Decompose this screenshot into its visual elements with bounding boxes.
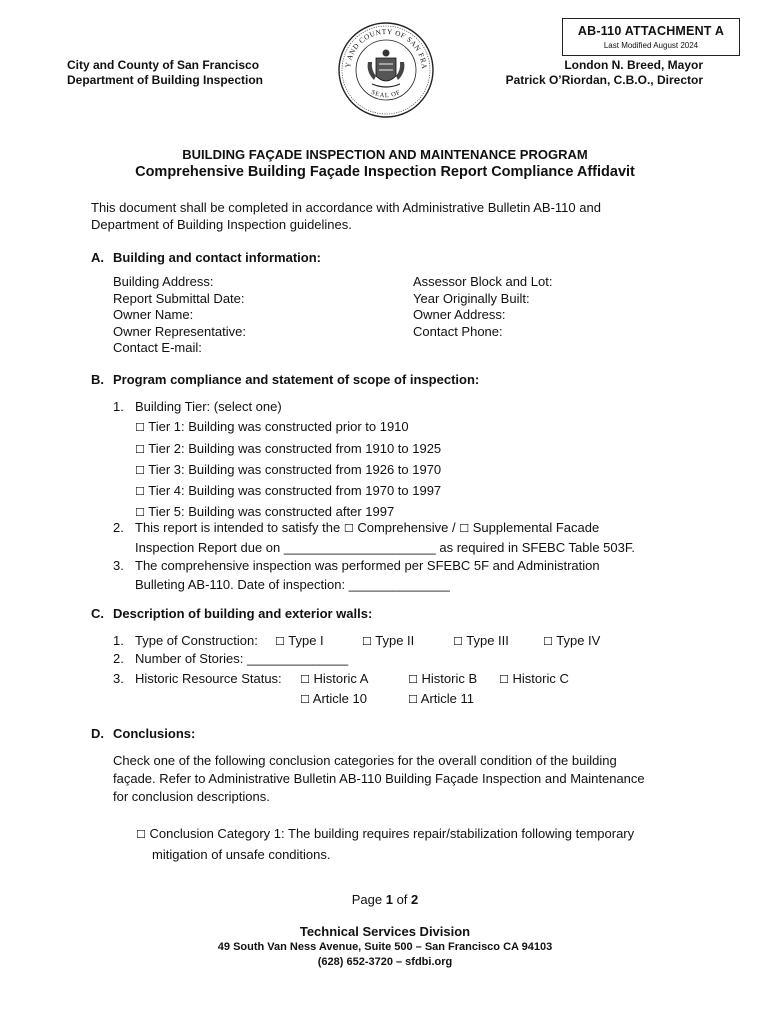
contact-phone-field: Contact Phone: xyxy=(413,323,503,339)
number-of-stories-label: Number of Stories: xyxy=(135,651,244,666)
sfebc-table-text: as required in SFEBC Table 503F. xyxy=(439,539,635,555)
section-title: Program compliance and statement of scope of inspection: xyxy=(113,372,480,387)
year-built-field: Year Originally Built: xyxy=(413,290,530,306)
tier-option[interactable] xyxy=(113,460,441,481)
section-b-heading xyxy=(91,372,479,387)
officials-header xyxy=(506,58,703,88)
tier-option-label: Tier 2: Building was constructed from 1910 to 1925 xyxy=(148,440,442,456)
owner-representative-field: Owner Representative: xyxy=(113,323,246,339)
conclusions-line: for conclusion descriptions. xyxy=(113,789,270,804)
page-prefix: Page xyxy=(351,892,386,907)
tier-option-label: Tier 5: Building was constructed after 1997 xyxy=(148,504,395,520)
conclusions-line: façade. Refer to Administrative Bulletin AB-110 Building Façade Inspection and Maintenance xyxy=(113,771,645,786)
conclusion-category-1[interactable] xyxy=(136,824,634,865)
checkbox-icon[interactable]: ☐ xyxy=(135,485,145,499)
section-b-item2 xyxy=(113,519,635,594)
section-title: Building and contact information: xyxy=(113,250,321,265)
tier-option-label: Tier 3: Building was constructed from 1926 to 1970 xyxy=(148,461,442,477)
section-letter: C. xyxy=(91,606,104,621)
checkbox-icon[interactable]: ☐ xyxy=(543,635,553,648)
seal-top-text: Y AND COUNTY OF SAN FRA xyxy=(344,27,429,70)
document-title: Comprehensive Building Façade Inspection Report Compliance Affidavit xyxy=(135,164,635,180)
mayor-name: London N. Breed, Mayor xyxy=(564,58,703,72)
checkbox-icon[interactable]: ☐ xyxy=(135,442,145,456)
construction-type-row xyxy=(113,633,258,650)
program-title: BUILDING FAÇADE INSPECTION AND MAINTENANCE PROGRAM xyxy=(182,147,588,162)
historic-option-label: Historic B xyxy=(421,671,478,686)
tier-option[interactable] xyxy=(113,417,441,438)
intro-line: This document shall be completed in accordance with Administrative Bulletin AB-110 and xyxy=(91,200,601,215)
section-a-right-fields xyxy=(413,274,552,340)
contact-email-field: Contact E-mail: xyxy=(113,340,202,355)
type-option-label: Type IV xyxy=(556,633,601,648)
conclusion-category-text: Conclusion Category 1: The building requires repair/stabilization following temporary xyxy=(149,826,635,841)
conclusion-category-text: mitigation of unsafe conditions. xyxy=(152,847,331,862)
checkbox-icon[interactable]: ☐ xyxy=(408,673,418,686)
section-title: Description of building and exterior walls: xyxy=(113,606,373,621)
tier-option-label: Tier 4: Building was constructed from 1970 to 1997 xyxy=(148,483,442,499)
owner-address-field: Owner Address: xyxy=(413,307,506,322)
checkbox-icon[interactable]: ☐ xyxy=(135,463,145,477)
supplemental-option: Supplemental Facade xyxy=(472,520,600,535)
inspection-date-blank[interactable]: ______________ xyxy=(348,576,450,592)
due-date-blank[interactable]: _____________________ xyxy=(283,539,436,555)
number-of-stories-blank[interactable]: ______________ xyxy=(247,651,349,666)
checkbox-icon[interactable]: ☐ xyxy=(135,506,145,520)
seal-bottom-text: SEAL OF xyxy=(369,88,403,100)
section-letter: B. xyxy=(91,372,104,387)
type-option[interactable] xyxy=(275,633,324,651)
agency-header xyxy=(67,58,263,88)
construction-type-label: Type of Construction: xyxy=(135,633,258,648)
type-option[interactable] xyxy=(453,633,509,651)
type-option[interactable] xyxy=(543,633,600,651)
section-letter: A. xyxy=(91,250,104,265)
page-total: 2 xyxy=(411,892,419,907)
checkbox-icon[interactable]: ☐ xyxy=(362,635,372,648)
inspection-performed-text: The comprehensive inspection was performed per SFEBC 5F and Administration xyxy=(135,558,600,573)
checkbox-icon[interactable]: ☐ xyxy=(343,522,354,535)
report-intent-text: This report is intended to satisfy the xyxy=(135,520,341,535)
checkbox-icon[interactable]: ☐ xyxy=(459,522,470,535)
department-name: Department of Building Inspection xyxy=(67,73,264,87)
checkbox-icon[interactable]: ☐ xyxy=(499,673,509,686)
due-date-text: Inspection Report due on xyxy=(135,539,281,555)
historic-option[interactable] xyxy=(499,671,569,689)
checkbox-icon[interactable]: ☐ xyxy=(408,693,418,706)
historic-option[interactable] xyxy=(408,671,477,689)
historic-option-label: Article 10 xyxy=(312,691,367,706)
checkbox-icon[interactable]: ☐ xyxy=(136,828,146,841)
city-seal-logo xyxy=(336,20,436,120)
section-letter: D. xyxy=(91,726,104,741)
historic-option-label: Historic A xyxy=(313,671,369,686)
page-number xyxy=(0,892,770,907)
footer-address: 49 South Van Ness Avenue, Suite 500 – San Francisco CA 94103 xyxy=(217,941,553,953)
attachment-badge xyxy=(562,18,740,56)
footer-contact: (628) 652-3720 – sfdbi.org xyxy=(317,956,453,968)
checkbox-icon[interactable]: ☐ xyxy=(300,693,310,706)
intro-line: Department of Building Inspection guidelines. xyxy=(91,217,352,232)
type-option-label: Type III xyxy=(466,633,509,648)
attachment-title: AB-110 ATTACHMENT A xyxy=(577,24,725,38)
intro-paragraph xyxy=(91,199,671,233)
section-c-heading xyxy=(91,606,372,621)
historic-option-label: Article 11 xyxy=(420,691,475,706)
historic-status-label: Historic Resource Status: xyxy=(135,671,282,686)
city-name: City and County of San Francisco xyxy=(67,58,260,72)
building-address-field: Building Address: xyxy=(113,274,214,289)
checkbox-icon[interactable]: ☐ xyxy=(275,635,285,648)
conclusions-paragraph xyxy=(113,752,645,806)
last-modified-note: Last Modified August 2024 xyxy=(603,41,699,50)
historic-option[interactable] xyxy=(300,671,368,689)
number-of-stories-row xyxy=(113,651,348,668)
historic-option[interactable] xyxy=(300,691,367,709)
checkbox-icon[interactable]: ☐ xyxy=(135,421,145,435)
checkbox-icon[interactable]: ☐ xyxy=(300,673,310,686)
inspection-date-label: Bulleting AB-110. Date of inspection: xyxy=(135,576,346,592)
historic-option[interactable] xyxy=(408,691,474,709)
section-d-heading xyxy=(91,726,195,741)
footer-division: Technical Services Division xyxy=(299,924,471,939)
list-number: 2. xyxy=(113,651,124,666)
historic-option-label: Historic C xyxy=(512,671,569,686)
list-number: 2. xyxy=(113,520,124,535)
list-number: 1. xyxy=(113,399,124,414)
tier-option[interactable] xyxy=(113,439,441,460)
page-mid: of xyxy=(392,892,412,907)
type-option-label: Type I xyxy=(288,633,324,648)
section-a-left-fields xyxy=(113,274,246,357)
page-current: 1 xyxy=(385,892,393,907)
list-number: 1. xyxy=(113,633,124,648)
tier-option[interactable] xyxy=(113,481,441,502)
assessor-block-lot-field: Assessor Block and Lot: xyxy=(413,274,553,289)
historic-status-row xyxy=(113,671,282,688)
comprehensive-option: Comprehensive / xyxy=(357,520,456,535)
type-option[interactable] xyxy=(362,633,414,651)
list-number: 3. xyxy=(113,558,124,573)
director-name: Patrick O’Riordan, C.B.O., Director xyxy=(505,73,703,87)
section-title: Conclusions: xyxy=(113,726,196,741)
conclusions-line: Check one of the following conclusion categories for the overall condition of the building xyxy=(113,753,617,768)
list-number: 3. xyxy=(113,671,124,686)
section-a-heading xyxy=(91,250,321,265)
type-option-label: Type II xyxy=(375,633,415,648)
owner-name-field: Owner Name: xyxy=(113,307,194,322)
report-submittal-date-field: Report Submittal Date: xyxy=(113,290,245,306)
tier-option-label: Tier 1: Building was constructed prior to 1910 xyxy=(148,419,409,435)
checkbox-icon[interactable]: ☐ xyxy=(453,635,463,648)
section-b-list xyxy=(113,397,441,524)
building-tier-label: Building Tier: (select one) xyxy=(135,399,282,414)
